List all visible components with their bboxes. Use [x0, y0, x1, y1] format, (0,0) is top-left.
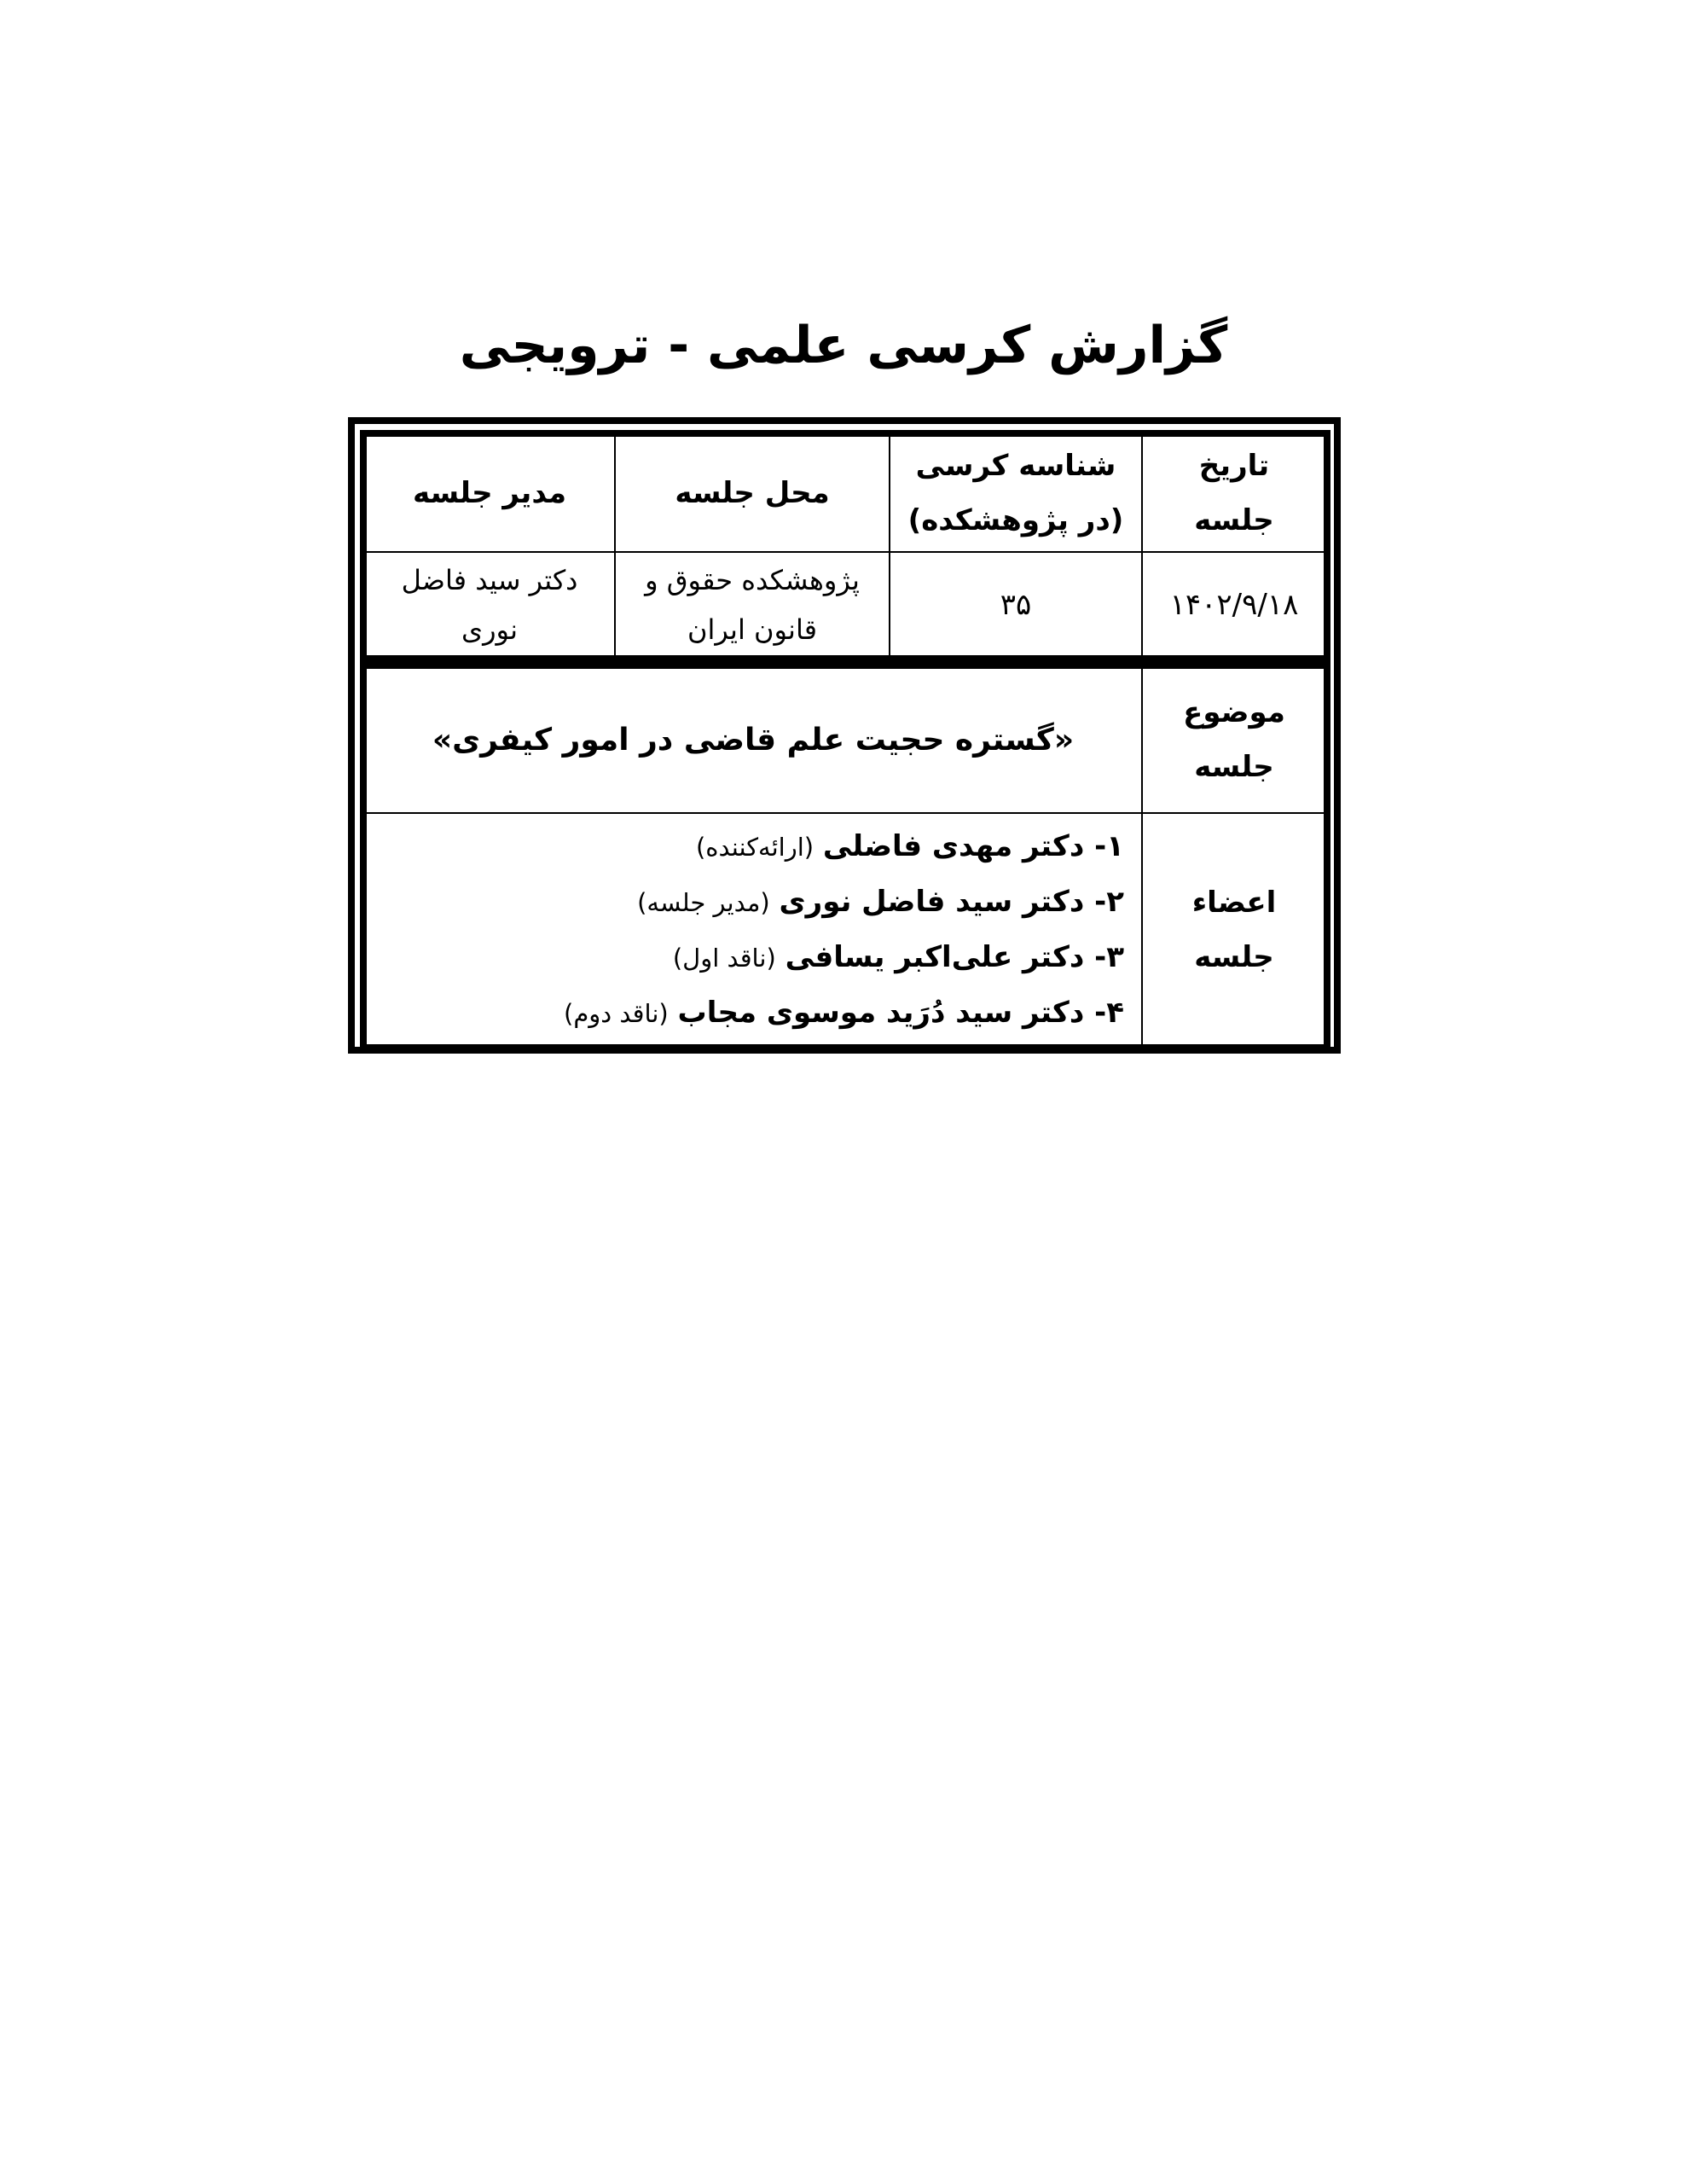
header-location: محل جلسه [615, 434, 890, 552]
members-label: اعضاء جلسه [1142, 813, 1326, 1047]
list-item: ۲- دکتر سید فاضل نوری (مدیر جلسه) [637, 885, 1124, 919]
header-chair-id: شناسه کرسی (در پژوهشکده) [890, 434, 1142, 552]
topic-label: موضوع جلسه [1142, 666, 1326, 813]
header-date: تاریخ جلسه [1142, 434, 1326, 552]
header-moderator: مدیر جلسه [364, 434, 615, 552]
chair-id-value: ۳۵ [890, 552, 1142, 658]
topic-value: «گستره حجیت علم قاضی در امور کیفری» [364, 666, 1142, 813]
members-row [364, 813, 1326, 1047]
session-details-table [363, 665, 1327, 1048]
table-header-row [364, 434, 1326, 552]
list-item: ۴- دکتر سید دُرَید موسوی مجاب (ناقد دوم) [564, 996, 1124, 1030]
moderator-value: دکتر سید فاضل نوری [364, 552, 615, 658]
members-list [364, 813, 1142, 1047]
list-item: ۱- دکتر مهدی فاضلی (ارائه‌کننده) [695, 829, 1124, 863]
date-value: ۱۴۰۲/۹/۱۸ [1142, 552, 1326, 658]
topic-row [364, 666, 1326, 813]
list-item: ۳- دکتر علی‌اکبر یسافی (ناقد اول) [672, 940, 1124, 974]
session-info-table [363, 433, 1327, 659]
table-row [364, 552, 1326, 658]
location-value: پژوهشکده حقوق و قانون ایران [615, 552, 890, 658]
page-title: گزارش کرسی علمی - ترویجی [459, 316, 1228, 375]
